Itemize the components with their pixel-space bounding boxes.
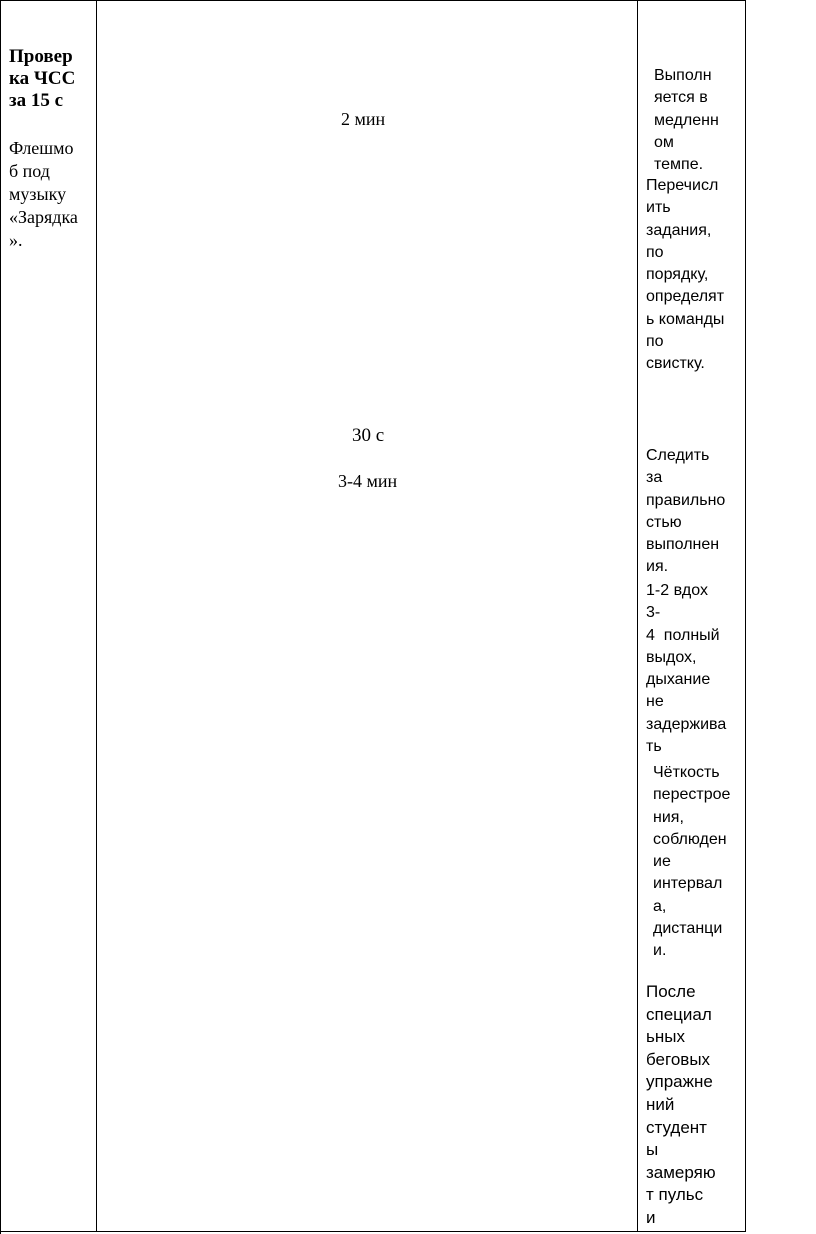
table-border-top <box>0 0 746 1</box>
note-line: Выполн <box>654 67 712 84</box>
note-line: за <box>646 469 663 487</box>
note-line: яется в <box>654 89 708 107</box>
note-line: беговых <box>646 1049 711 1069</box>
table-border-col1 <box>96 0 97 1232</box>
cell-heading-heart-rate <box>9 46 75 112</box>
table-border-bottom <box>0 1231 746 1232</box>
note-line: ить <box>646 199 671 217</box>
note-line: стью <box>646 513 682 531</box>
note-line: дистанци <box>653 920 723 938</box>
note-line: ы <box>646 1140 659 1160</box>
note-watch-correctness <box>646 445 725 579</box>
text-line: б под <box>9 161 50 181</box>
note-line: 3- <box>646 604 661 622</box>
note-line: ьных <box>646 1027 685 1047</box>
note-line: темпе. <box>654 156 704 174</box>
note-line: 4 полный <box>646 626 720 644</box>
note-line: ть <box>646 738 662 756</box>
heading-line: Провер <box>9 46 73 67</box>
note-line: 1-2 вдох <box>646 582 708 599</box>
note-breathing <box>646 580 726 758</box>
note-line: интервал <box>653 875 723 893</box>
note-line: замеряю <box>646 1162 716 1182</box>
note-line: и <box>646 1207 656 1227</box>
note-line: ия. <box>646 558 669 576</box>
note-line: ния, <box>653 808 684 826</box>
text-line: «Зарядка <box>9 207 78 227</box>
note-line: ом <box>654 133 674 151</box>
note-formation <box>653 762 730 963</box>
note-line: выполнен <box>646 536 720 554</box>
table-border-left <box>0 0 1 1234</box>
note-line: студент <box>646 1117 707 1137</box>
heading-line: за 15 с <box>9 90 64 111</box>
note-line: по <box>646 333 664 351</box>
note-after-running <box>646 981 716 1230</box>
note-line: медленн <box>654 111 719 129</box>
note-line: Чёткость <box>653 764 720 781</box>
note-line: и. <box>653 942 667 960</box>
note-line: а, <box>653 897 667 915</box>
note-line: ний <box>646 1094 675 1114</box>
note-line: задержива <box>646 715 727 733</box>
note-line: дыхание <box>646 671 711 689</box>
note-line: определят <box>646 288 725 306</box>
duration-3-4-min: 3-4 мин <box>338 471 398 491</box>
heading-line: ка ЧСС <box>9 68 76 89</box>
text-line: музыку <box>9 184 67 204</box>
note-line: не <box>646 693 664 711</box>
note-line: порядку, <box>646 266 709 284</box>
note-line: специал <box>646 1004 712 1024</box>
duration-2-min: 2 мин <box>341 109 386 129</box>
note-line: выдох, <box>646 648 697 666</box>
text-line: ». <box>9 230 23 250</box>
text-line: Флешмо <box>9 138 74 158</box>
duration-30-s: 30 с <box>352 425 385 446</box>
note-line: Следить <box>646 447 710 464</box>
note-line: т пульс <box>646 1185 704 1205</box>
table-border-col2 <box>637 0 638 1232</box>
note-line: ие <box>653 853 671 871</box>
note-line: задания, <box>646 221 712 239</box>
note-line: свистку. <box>646 355 705 373</box>
note-line: После <box>646 982 696 1001</box>
note-slow-pace <box>654 65 719 176</box>
cell-text-flashmob <box>9 137 78 252</box>
note-line: ь команды <box>646 310 725 328</box>
note-line: упражне <box>646 1072 713 1092</box>
note-line: соблюден <box>653 830 727 848</box>
note-line: перестрое <box>653 786 731 804</box>
note-line: Перечисл <box>646 177 719 194</box>
note-line: правильно <box>646 491 726 509</box>
note-line: по <box>646 243 664 261</box>
note-list-tasks <box>646 175 724 376</box>
table-border-right <box>745 0 746 1232</box>
